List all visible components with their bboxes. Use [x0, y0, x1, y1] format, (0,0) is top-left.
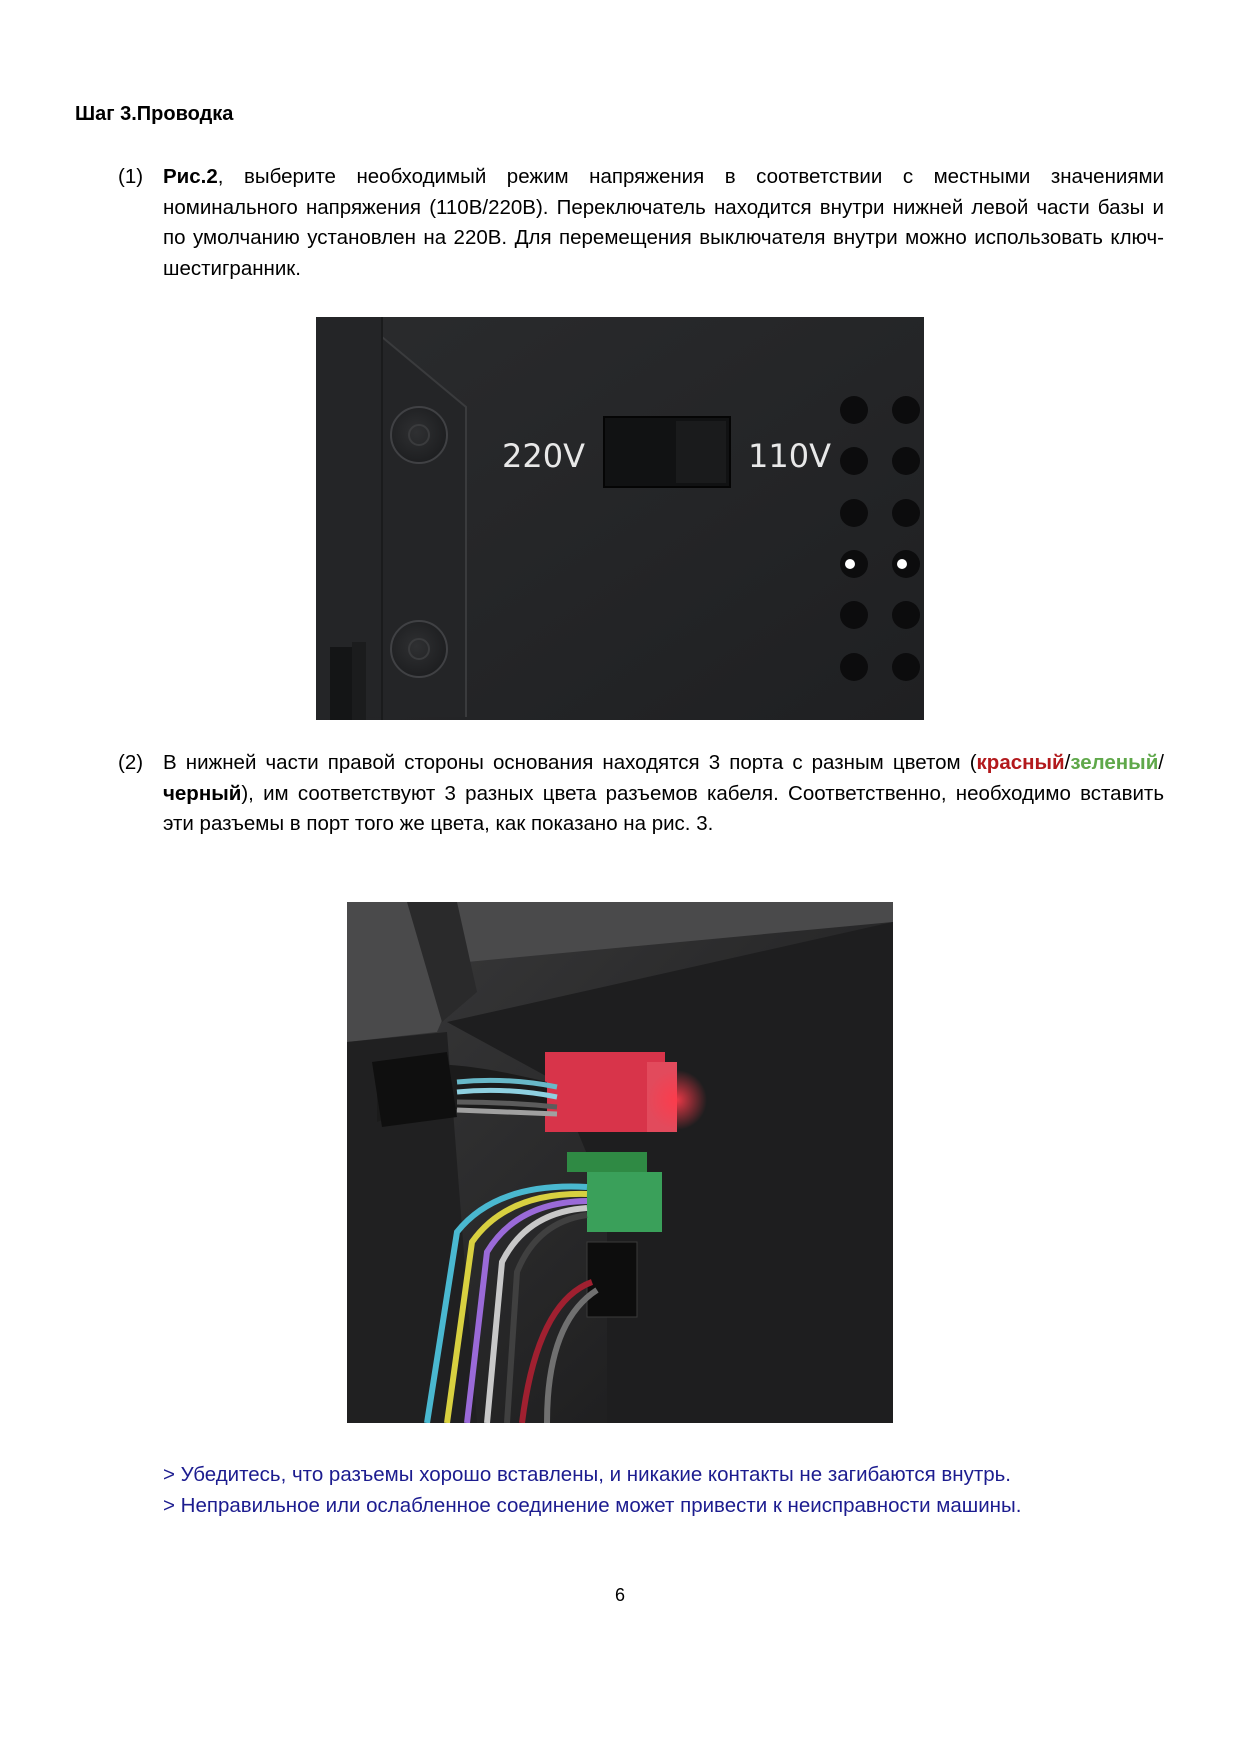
list-item-2: [118, 748, 1164, 840]
list-item-1: [118, 162, 1164, 284]
paragraph-text: В нижней части правой стороны основания находятся 3 порта с разным цветом (: [163, 751, 977, 774]
green-port-label: зеленый: [1070, 751, 1159, 774]
list-number: (2): [118, 751, 144, 774]
red-port-label: красный: [976, 751, 1065, 774]
separator: /: [1158, 751, 1164, 774]
connector-ports-photo: [347, 902, 893, 1423]
note-line: > Убедитесь, что разъемы хорошо вставлены, и никакие контакты не загибаются внутрь.: [163, 1463, 1011, 1486]
list-number: (1): [118, 165, 144, 188]
figure-reference: Рис.2: [163, 165, 218, 188]
paragraph-text: ), им соответствуют 3 разных цвета разъемов кабеля. Соответственно, необходимо вставить эти разъемы в порт того же цвета, как показано на рис. 3.: [163, 781, 1164, 835]
list-text: [163, 162, 1164, 284]
paragraph-text: , выберите необходимый режим напряжения в соответствии с местными значениями номинального напряжения (110В/220В). Переключатель находится внутри нижней левой части базы и по умолчанию установлен на 220В. Для перемещения выключателя внутри можно использовать ключ-шестигранник.: [163, 165, 1164, 280]
note-line: > Неправильное или ослабленное соединение может привести к неисправности машины.: [163, 1494, 1022, 1517]
black-port-label: черный: [163, 781, 242, 805]
notes-block: [163, 1459, 1021, 1521]
label-220v: 220V: [502, 437, 585, 475]
section-heading: Шаг 3.Проводка: [75, 103, 234, 125]
voltage-switch-photo: [316, 317, 924, 720]
list-text: [163, 748, 1164, 840]
label-110v: 110V: [748, 437, 831, 475]
separator: /: [1064, 751, 1071, 774]
page-number: 6: [614, 1585, 625, 1605]
